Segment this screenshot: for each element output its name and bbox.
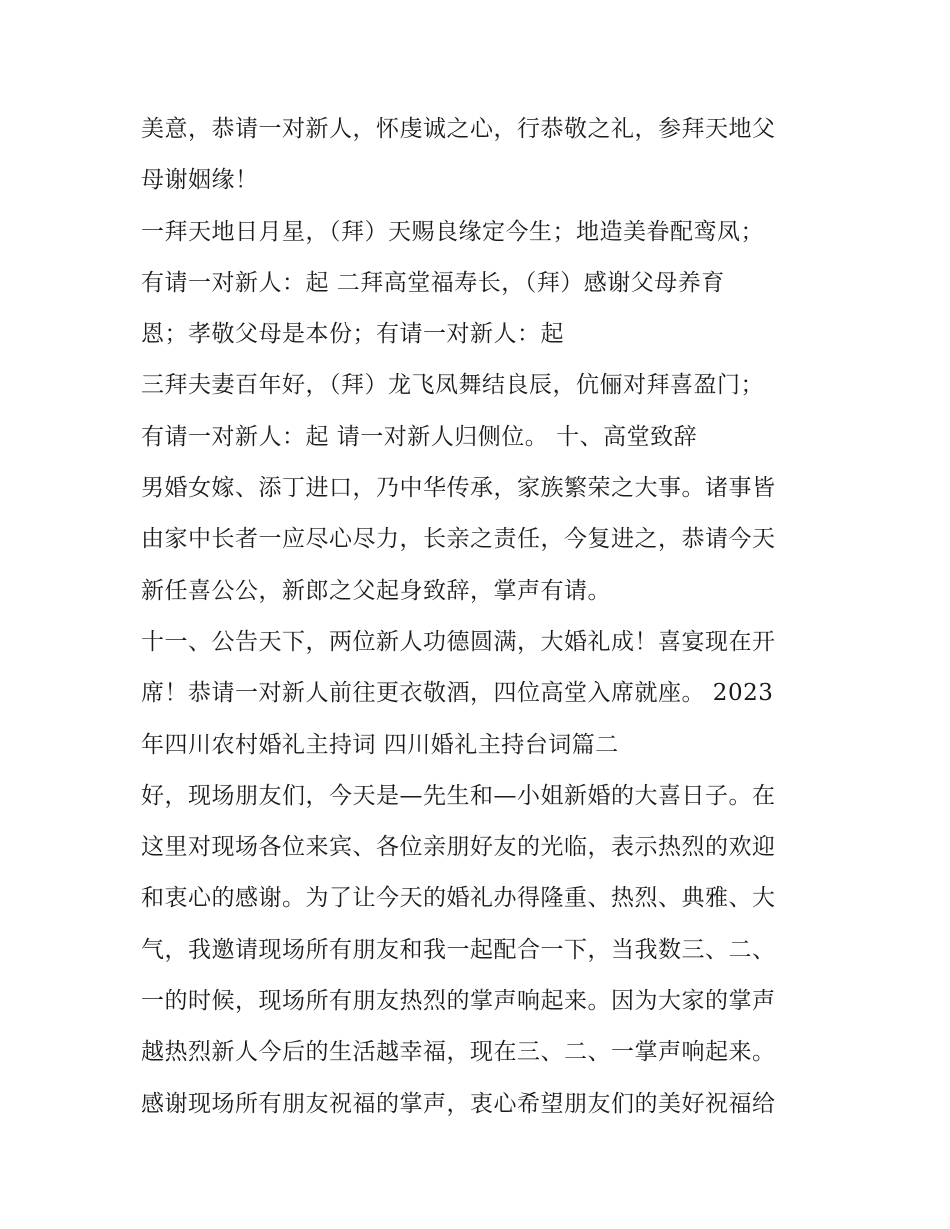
text-line: 美意，恭请一对新人，怀虔诚之心，行恭敬之礼，参拜天地父 <box>141 116 776 142</box>
text-line: 年四川农村婚礼主持词 四川婚礼主持台词篇二 <box>141 731 619 758</box>
text-line: 一拜天地日月星，（拜）天赐良缘定今生；地造美眷配鸾凤； <box>141 218 764 245</box>
text-line: 感谢现场所有朋友祝福的掌声，衷心希望朋友们的美好祝福给 <box>141 1090 776 1117</box>
text-line: 有请一对新人：起 请一对新人归侧位。 十、高堂致辞 <box>141 423 698 450</box>
text-line: 三拜夫妻百年好，（拜）龙飞凤舞结良辰，伉俪对拜喜盈门； <box>141 372 764 399</box>
text-line: 好，现场朋友们，今天是—先生和—小姐新婚的大喜日子。在 <box>141 782 776 809</box>
text-line: 男婚女嫁、添丁进口，乃中华传承，家族繁荣之大事。诸事皆 <box>141 475 776 502</box>
text-line: 母谢姻缘！ <box>141 167 259 194</box>
text-line: 一的时候，现场所有朋友热烈的掌声响起来。因为大家的掌声 <box>141 988 776 1015</box>
text-line: 气，我邀请现场所有朋友和我一起配合一下，当我数三、二、 <box>141 936 776 963</box>
text-line: 新任喜公公，新郎之父起身致辞，掌声有请。 <box>141 577 611 604</box>
text-line: 恩；孝敬父母是本份；有请一对新人：起 <box>141 321 564 348</box>
text-line: 由家中长者一应尽心尽力，长亲之责任，今复进之，恭请今天 <box>141 526 776 553</box>
text-line: 有请一对新人：起 二拜高堂福寿长，（拜）感谢父母养育 <box>141 269 725 296</box>
text-line: 席！恭请一对新人前往更衣敬酒，四位高堂入席就座。 2023 <box>141 680 774 707</box>
text-line: 十一、公告天下，两位新人功德圆满，大婚礼成！喜宴现在开 <box>141 628 776 655</box>
document-body <box>141 104 821 1130</box>
text-line: 越热烈新人今后的生活越幸福，现在三、二、一掌声响起来。 <box>141 1039 776 1066</box>
text-line: 这里对现场各位来宾、各位亲朋好友的光临，表示热烈的欢迎 <box>141 834 776 861</box>
text-line: 和衷心的感谢。为了让今天的婚礼办得隆重、热烈、典雅、大 <box>141 885 776 912</box>
